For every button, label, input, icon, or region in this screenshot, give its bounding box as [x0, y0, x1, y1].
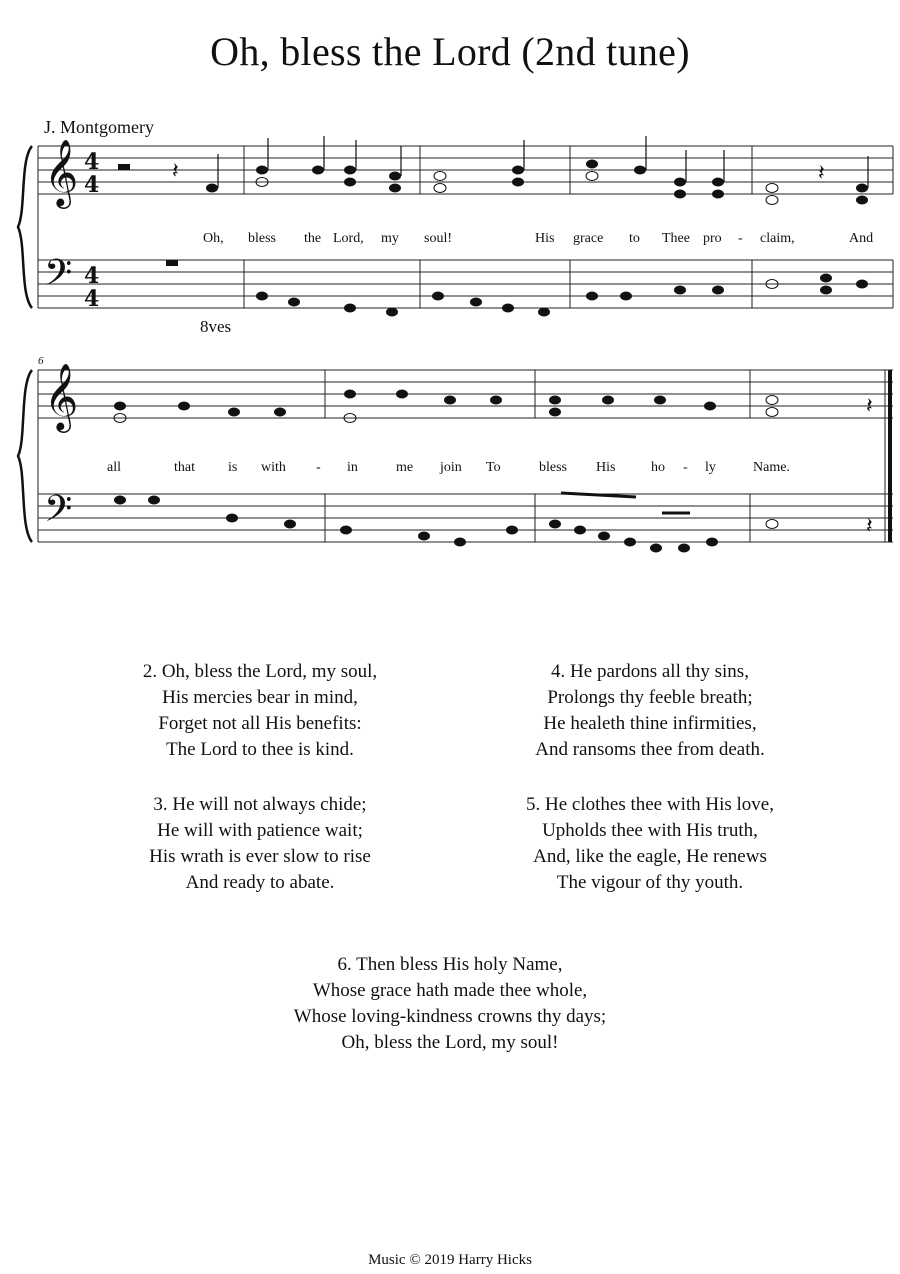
verse-line: And ready to abate.: [185, 872, 335, 893]
lyric-syllable: His: [535, 231, 555, 246]
final-barline: [888, 370, 892, 542]
brace-1: [18, 146, 32, 308]
lyric-syllable: my: [381, 231, 399, 246]
brace-2: [18, 370, 32, 542]
lyric-syllable: claim,: [760, 231, 795, 246]
verse-line: The Lord to thee is kind.: [166, 739, 354, 760]
lyric-syllable: Name.: [753, 460, 790, 475]
lyric-syllable: is: [228, 460, 238, 475]
half-rest: [118, 164, 130, 170]
lyric-syllable: in: [347, 460, 358, 475]
lyric-syllable: -: [683, 460, 688, 475]
verse-line: 6. Then bless His holy Name,: [337, 954, 563, 975]
verse-line: His mercies bear in mind,: [162, 687, 358, 708]
lyric-syllable: all: [107, 460, 121, 475]
lyric-syllable: And: [849, 231, 874, 246]
barlines-2: [38, 370, 885, 542]
treble-clef-1: 𝄞: [44, 138, 79, 206]
notes-bass-1: [256, 274, 868, 317]
verse-line: His wrath is ever slow to rise: [149, 846, 371, 867]
beams: [561, 493, 690, 513]
verse-line: He will with patience wait;: [157, 820, 363, 841]
lyric-syllable: ly: [705, 460, 716, 475]
verse-4: [470, 659, 830, 763]
lyric-syllable: with: [261, 460, 286, 475]
lyric-syllable: Oh,: [203, 231, 224, 246]
lyric-syllable: ho: [651, 460, 665, 475]
lyric-syllable: To: [486, 460, 501, 475]
lyric-syllable: His: [596, 460, 616, 475]
whole-rest-bass: [166, 260, 178, 266]
treble-clef-2: 𝄞: [44, 362, 79, 430]
verse-2: [80, 659, 440, 763]
lyric-syllable: bless: [248, 231, 276, 246]
lyricist-credit: J. Montgomery: [44, 117, 154, 137]
bass-clef-1: 𝄢: [44, 252, 73, 303]
lyric-syllable: Thee: [662, 231, 690, 246]
copyright-footer: Music © 2019 Harry Hicks: [368, 1252, 532, 1268]
treble-staff-2: [38, 370, 893, 418]
lyric-syllable: join: [440, 460, 462, 475]
treble-staff-1: [38, 146, 893, 194]
lyric-syllable: bless: [539, 460, 567, 475]
measure-number: 6: [38, 355, 44, 367]
lyric-syllable: Lord,: [333, 231, 364, 246]
quarter-rest-2: 𝄽: [818, 161, 825, 186]
sheet-music: [0, 0, 900, 600]
verse-line: 5. He clothes thee with His love,: [525, 794, 774, 815]
verse-6: [225, 952, 675, 1056]
verse-line: The vigour of thy youth.: [556, 872, 744, 893]
quarter-rest: 𝄽: [172, 159, 179, 184]
verse-line: Whose loving-kindness crowns thy days;: [293, 1006, 607, 1027]
octave-marking: 8ves: [200, 317, 232, 336]
lyric-syllable: me: [396, 460, 414, 475]
verse-line: And, like the eagle, He renews: [533, 846, 767, 867]
lyric-syllable: -: [738, 231, 743, 246]
verse-line: He healeth thine infirmities,: [543, 713, 757, 734]
notes-bass-2: [114, 496, 778, 553]
verse-line: 4. He pardons all thy sins,: [551, 661, 749, 682]
verse-line: 2. Oh, bless the Lord, my soul,: [142, 661, 378, 682]
verse-5: [470, 792, 830, 896]
stems-treble-1: [218, 136, 868, 188]
quarter-rest-3: 𝄽: [866, 394, 873, 419]
time-sig-treble-top: 4: [84, 149, 100, 175]
lyric-syllable: grace: [573, 231, 604, 246]
verse-3: [80, 792, 440, 896]
lyric-syllable: that: [174, 460, 195, 475]
hymn-title: Oh, bless the Lord (2nd tune): [210, 29, 690, 74]
verse-line: 3. He will not always chide;: [153, 794, 367, 815]
time-sig-treble-bottom: 4: [84, 172, 100, 198]
verse-line: Whose grace hath made thee whole,: [312, 980, 588, 1001]
lyric-syllable: -: [316, 460, 321, 475]
verse-line: Oh, bless the Lord, my soul!: [341, 1032, 559, 1053]
bass-clef-2: 𝄢: [44, 488, 73, 539]
lyric-syllable: to: [629, 231, 640, 246]
verse-line: Forget not all His benefits:: [158, 713, 362, 734]
bass-staff-1: [38, 260, 893, 308]
lyric-syllable: pro: [703, 231, 722, 246]
lyric-syllable: soul!: [424, 231, 452, 246]
verse-line: Prolongs thy feeble breath;: [547, 687, 753, 708]
verse-line: And ransoms thee from death.: [535, 739, 765, 760]
lyric-syllable: the: [304, 231, 322, 246]
bass-staff-2: [38, 494, 893, 542]
verse-line: Upholds thee with His truth,: [542, 820, 758, 841]
time-sig-bass-top: 4: [84, 263, 100, 289]
time-sig-bass-bottom: 4: [84, 286, 100, 312]
quarter-rest-4: 𝄽: [866, 514, 873, 539]
